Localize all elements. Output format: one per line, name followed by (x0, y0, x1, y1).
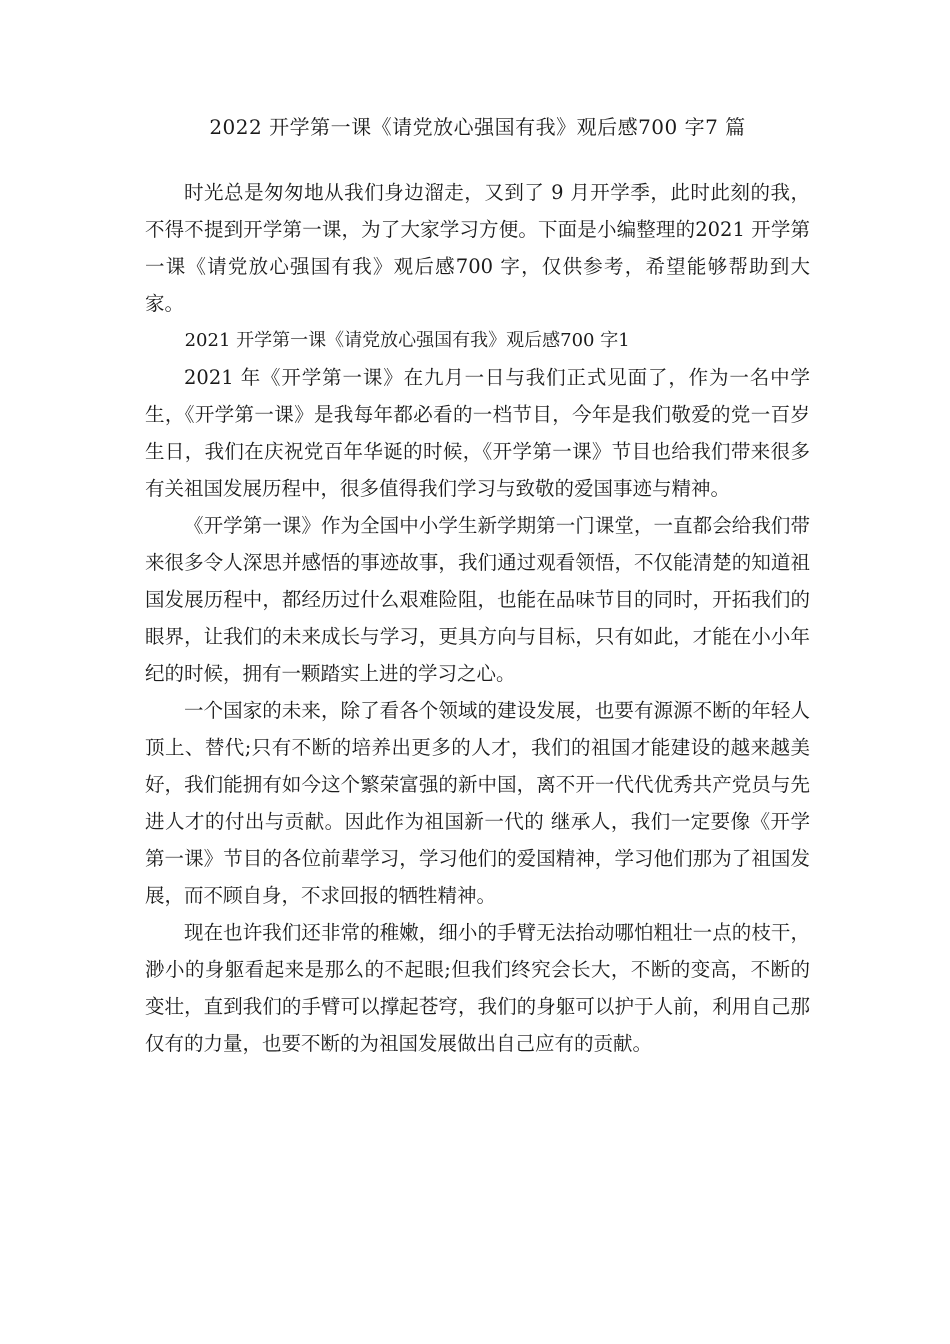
document-title: 2022 开学第一课《请党放心强国有我》观后感700 字7 篇 (209, 115, 746, 139)
paragraph-intro: 时光总是匆匆地从我们身边溜走，又到了 9 月开学季，此时此刻的我，不得不提到开学第一课，为了大家学习方便。下面是小编整理的2021 开学第一课《请党放心强国有我》观后感700 字，仅供参考，希望能够帮助到大家。 (145, 181, 810, 315)
paragraph-5: 现在也许我们还非常的稚嫩，细小的手臂无法抬动哪怕粗壮一点的枝干，渺小的身躯看起来是那么的不起眼;但我们终究会长大，不断的变高，不断的变壮，直到我们的手臂可以撑起苍穹，我们的身躯可以护于人前，利用自己那仅有的力量，也要不断的为祖国发展做出自己应有的贡献。 (145, 921, 810, 1055)
paragraph-2: 2021 年《开学第一课》在九月一日与我们正式见面了，作为一名中学生，《开学第一课》是我每年都必看的一档节目，今年是我们敬爱的党一百岁生日，我们在庆祝党百年华诞的时候，《开学第一课》节目也给我们带来很多有关祖国发展历程中，很多值得我们学习与致敬的爱国事迹与精神。 (145, 366, 810, 500)
section-heading: 2021 开学第一课《请党放心强国有我》观后感700 字1 (184, 330, 630, 351)
document-page (145, 110, 810, 1062)
paragraph-3: 《开学第一课》作为全国中小学生新学期第一门课堂，一直都会给我们带来很多令人深思并感悟的事迹故事，我们通过观看领悟，不仅能清楚的知道祖国发展历程中，都经历过什么艰难险阻，也能在品味节目的同时，开拓我们的眼界，让我们的未来成长与学习，更具方向与目标，只有如此，才能在小小年纪的时候，拥有一颗踏实上进的学习之心。 (145, 514, 810, 685)
paragraph-4: 一个国家的未来，除了看各个领域的建设发展，也要有源源不断的年轻人顶上、替代;只有不断的培养出更多的人才，我们的祖国才能建设的越来越美好，我们能拥有如今这个繁荣富强的新中国，离不开一代代优秀共产党员与先进人才的付出与贡献。因此作为祖国新一代的 继承人，我们一定要像《开学第一课》节目的各位前辈学习，学习他们的爱国精神，学习他们那为了祖国发展，而不顾自身，不求回报的牺牲精神。 (145, 699, 810, 907)
